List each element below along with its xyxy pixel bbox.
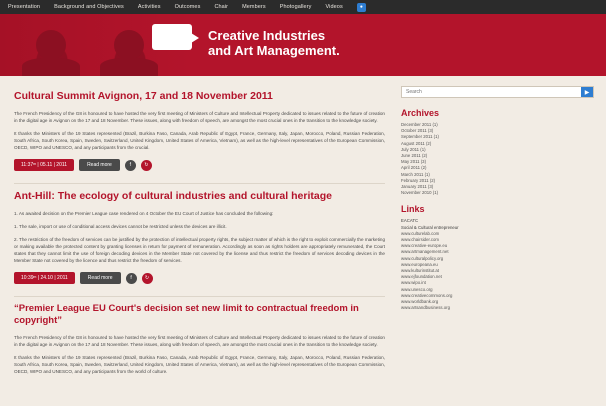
article-paragraph: It thanks the Ministers of the 19 States represented (Brazil, Burkina Faso, Canada, Arab Republic of Egypt, France, Germany, Italy, Japan, Morocco, Poland, Russian Federation, South Africa, South Korea, Spain, Sweden, Switzerland, United Kingdom, United States of America, Vietnam), as well as the high-level representatives of the European Commission, OECD, WIPO and UNESCO, and any participants from the crucial. <box>14 131 385 150</box>
hero-title-line2: and Art Management. <box>208 43 340 58</box>
nav-item-videos[interactable]: Videos <box>325 4 343 10</box>
speech-bubble <box>152 24 192 50</box>
article-paragraph: 1. The sale, import or use of conditional access devices cannot be restricted unless the devices are illicit. <box>14 224 227 229</box>
search-arrow-icon[interactable]: ▶ <box>581 87 593 97</box>
article-paragraph: It thanks the Ministers of the 19 States represented (Brazil, Burkina Faso, Canada, Arab Republic of Egypt, France, Germany, Italy, Japan, Morocco, Poland, Russian Federation, South Africa, South Korea, Spain, Sweden, Switzerland, United Kingdom, United States of America, Vietnam), as well as the high-level representatives of the European Commission, OECD, WIPO and UNESCO, and any participants from the world of culture. <box>14 355 385 374</box>
article-title[interactable]: Cultural Summit Avignon, 17 and 18 November 2011 <box>14 90 273 102</box>
divider <box>14 296 385 297</box>
nav-item-activities[interactable]: Activities <box>137 4 161 10</box>
article-meta-row <box>14 159 385 171</box>
article-date-badge: 11:37ᵐ | 05.11 | 2011 <box>14 159 74 171</box>
link-item[interactable]: www.artmanagement.net <box>401 249 449 255</box>
archive-item[interactable]: April 2011 (2) <box>401 165 427 171</box>
figure-head-left <box>36 30 66 60</box>
facebook-share-icon[interactable]: f <box>126 273 137 284</box>
article-paragraph: 2. The restriction of the freedom of services can be justified by the protection of intellectual property rights, the subject matter of which is the right to exploit commercially the marketing or making available the protected content by granting licenses in return for payment of remuneration. Accordingly as soon as rights holders are appropriately remunerated, the Court states that they cannot limit the use of foreign decoding devices in the Member State not covered by the license and thus restrict the freedom of services decoding devices in the Member State not covered by the licence and thus restrict the freedom of services. <box>14 237 385 263</box>
link-item[interactable]: www.europeana.eu <box>401 261 438 267</box>
archive-item[interactable]: June 2011 (2) <box>401 153 428 159</box>
figure-head-right <box>114 30 144 60</box>
article-premier-league <box>14 303 385 375</box>
nav-item-chair[interactable]: Chair <box>214 4 229 10</box>
article-title[interactable]: “Premier League EU Court's decision set new limit to contractual freedom in copyright” <box>14 303 359 326</box>
archive-item[interactable]: November 2010 (1) <box>401 190 439 196</box>
link-item[interactable]: www.unesco.org <box>401 286 433 292</box>
archive-item[interactable]: January 2011 (3) <box>401 184 434 190</box>
article-cultural-summit <box>14 90 385 184</box>
archive-item[interactable]: December 2011 (1) <box>401 122 438 127</box>
link-item[interactable]: www.creativecommons.org <box>401 292 453 298</box>
nav-item-outcomes[interactable]: Outcomes <box>174 4 201 10</box>
facebook-share-icon[interactable]: f <box>125 160 136 171</box>
refresh-icon[interactable]: ↻ <box>142 273 153 284</box>
link-item[interactable]: www.chairsider.com <box>401 237 439 243</box>
archive-item[interactable]: October 2011 (3) <box>401 128 434 134</box>
article-paragraph: The French Presidency of the G8 is honoured to have hosted the very first meeting of Ministers of Culture and Intellectual Property dedicated to issues related to the future of creation in the digital age in Avignon on the 17 and 18 November. These issues, along with freedom of speech, are amongst the most crucial ones in the transition to the knowledge society. <box>14 335 385 347</box>
article-paragraph: The French Presidency of the G8 is honoured to have hosted the very first meeting of Ministers of Culture and Intellectual Property dedicated to issues related to the future of creation in the digital age in Avignon on the 17 and 18 November. These issues, along with freedom of speech, are amongst the most crucial ones in the transition to the knowledge society. <box>14 111 385 123</box>
figure-body-right <box>100 58 158 76</box>
figure-body-left <box>22 58 80 76</box>
link-item[interactable]: www.artsandbusiness.org <box>401 305 450 311</box>
link-item[interactable]: EACATC <box>401 218 419 224</box>
archive-item[interactable]: August 2011 (2) <box>401 140 432 146</box>
link-item[interactable]: Social & Cultural entrepreneur <box>401 224 459 230</box>
rss-icon[interactable]: ● <box>357 3 366 12</box>
archive-item[interactable]: May 2011 (3) <box>401 159 426 165</box>
nav-item-background-and-objectives[interactable]: Background and Objectives <box>54 4 124 10</box>
hero-title-line1: Creative Industries <box>208 28 326 43</box>
link-item[interactable]: www.wipo.int <box>401 280 426 286</box>
main-content <box>0 76 395 391</box>
search-box[interactable] <box>401 86 594 98</box>
top-navigation-bar <box>0 0 606 14</box>
article-date-badge: 10:39ᵐ | 24.10 | 2011 <box>14 272 75 284</box>
link-item[interactable]: www.kulturinstitut.at <box>401 268 439 274</box>
links-list <box>401 218 594 311</box>
link-item[interactable]: www.culturelab.com <box>401 230 440 236</box>
refresh-icon[interactable]: ↻ <box>141 160 152 171</box>
archive-item[interactable]: July 2011 (1) <box>401 146 426 152</box>
links-heading: Links <box>401 204 425 215</box>
nav-item-photogallery[interactable]: Photogallery <box>279 4 312 10</box>
sidebar <box>395 76 606 391</box>
archive-item[interactable]: March 2011 (1) <box>401 171 430 177</box>
divider <box>14 183 385 184</box>
read-more-button[interactable]: Read more <box>80 272 121 284</box>
page-body <box>0 76 606 391</box>
nav-item-presentation[interactable]: Presentation <box>8 4 41 10</box>
link-item[interactable]: www.creative-europe.eu <box>401 243 448 249</box>
read-more-button[interactable]: Read more <box>79 159 120 171</box>
archives-heading: Archives <box>401 108 440 118</box>
hero-title <box>208 28 340 58</box>
article-paragraph: 1. As awaited decision on the Premier League case rendered on 4 October the EU Court of Justice has concluded the following: <box>14 211 274 216</box>
archive-item[interactable]: September 2011 (1) <box>401 134 439 140</box>
link-item[interactable]: www.ejfoundation.net <box>401 274 442 280</box>
link-item[interactable]: www.worldbank.org <box>401 299 439 305</box>
article-ant-hill <box>14 190 385 297</box>
article-meta-row <box>14 272 385 284</box>
search-input[interactable] <box>402 87 581 97</box>
hero-banner <box>0 14 606 76</box>
link-item[interactable]: www.culturalpolicy.org <box>401 255 444 261</box>
article-title[interactable]: Ant-Hill: The ecology of cultural industries and cultural heritage <box>14 190 332 202</box>
nav-item-members[interactable]: Members <box>242 4 266 10</box>
archives-list <box>401 122 594 196</box>
archive-item[interactable]: February 2011 (2) <box>401 177 436 183</box>
